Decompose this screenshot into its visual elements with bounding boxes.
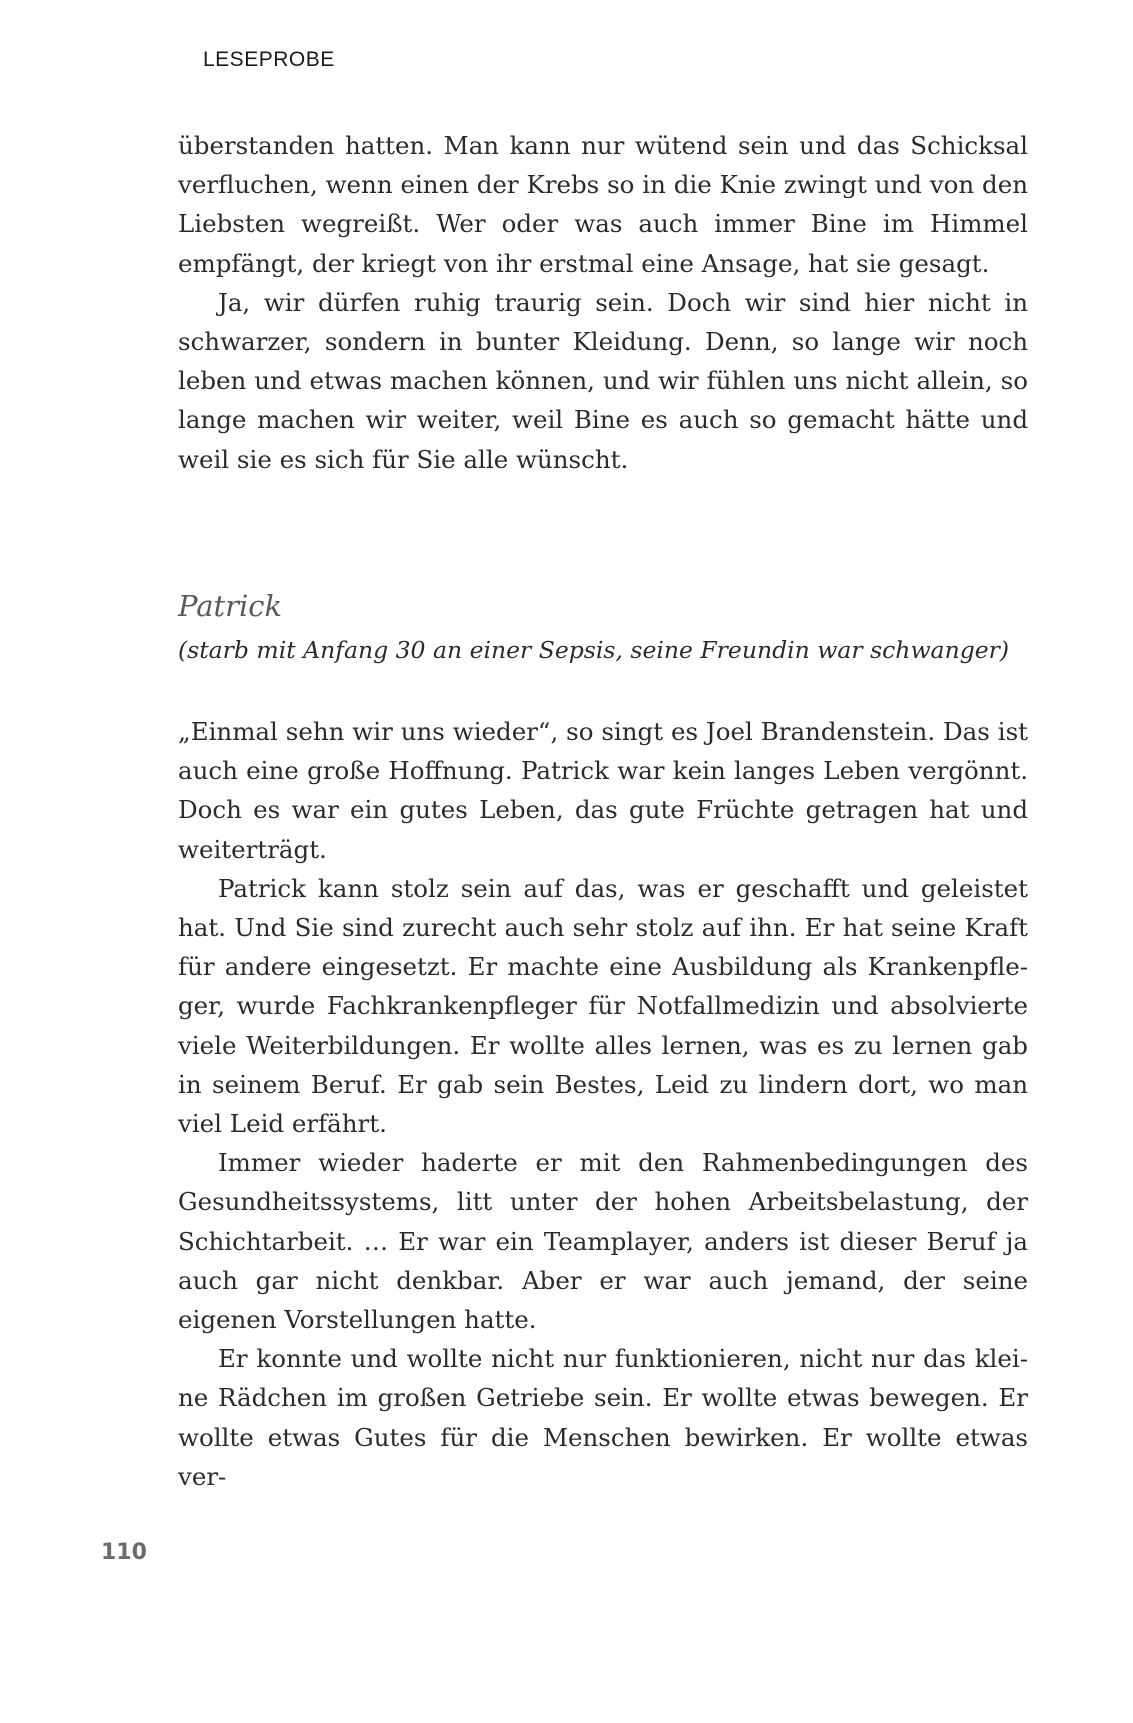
- section-two-text: [178, 712, 1028, 1496]
- section-subtitle: (starb mit Anfang 30 an einer Sepsis, seine Freundin war schwanger): [178, 636, 1010, 664]
- section-one-text: [178, 126, 1028, 479]
- page-number: 110: [101, 1540, 147, 1565]
- paragraph: „Einmal sehn wir uns wieder“, so singt es Joel Brandenstein. Das ist auch eine große Hoffnung. Patrick war kein langes Leben vergönnt. Doch es war ein gutes Leben, das gute Früchte getragen hat und weiterträgt.: [178, 717, 1028, 864]
- paragraph: Ja, wir dürfen ruhig traurig sein. Doch wir sind hier nicht in schwarzer, sondern in bunter Kleidung. Denn, so lange wir noch leben und etwas machen können, und wir fühlen uns nicht allein, so lange machen wir weiter, weil Bine es auch so gemacht hätte und weil sie es sich für Sie alle wünscht.: [178, 287, 1028, 474]
- paragraph: Immer wieder haderte er mit den Rahmenbedingungen des Gesundheitssystems, litt unter der hohen Arbeitsbelastung, der Schichtarbeit. … Er war ein Teamplayer, anders ist dieser Beruf ja auch gar nicht denkbar. Aber er war auch jemand, der seine eigenen Vorstellungen hatte.: [178, 1148, 1028, 1335]
- paragraph: Patrick kann stolz sein auf das, was er geschafft und geleistet hat. Und Sie sind zurecht auch sehr stolz auf ihn. Er hat seine Kraft für andere eingesetzt. Er machte eine Ausbildung als Krankenpfleger, wurde Fachkrankenpfleger für Notfallmedizin und absolvierte viele Weiterbildungen. Er wollte alles lernen, was es zu lernen gab in seinem Beruf. Er gab sein Bestes, Leid zu lindern dort, wo man viel Leid erfährt.: [178, 873, 1028, 1139]
- section-title: Patrick: [178, 589, 283, 623]
- page-header-label: LESEPROBE: [203, 48, 335, 71]
- paragraph: überstanden hatten. Man kann nur wütend sein und das Schicksal verfluchen, wenn einen der Krebs so in die Knie zwingt und von den Liebsten wegreißt. Wer oder was auch immer Bine im Himmel empfängt, der kriegt von ihr erstmal eine Ansage, hat sie gesagt.: [178, 131, 1028, 278]
- paragraph: Er konnte und wollte nicht nur funktionieren, nicht nur das kleine Rädchen im großen Getriebe sein. Er wollte etwas bewegen. Er wollte etwas Gutes für die Menschen bewirken. Er wollte etwas ver-: [178, 1344, 1028, 1491]
